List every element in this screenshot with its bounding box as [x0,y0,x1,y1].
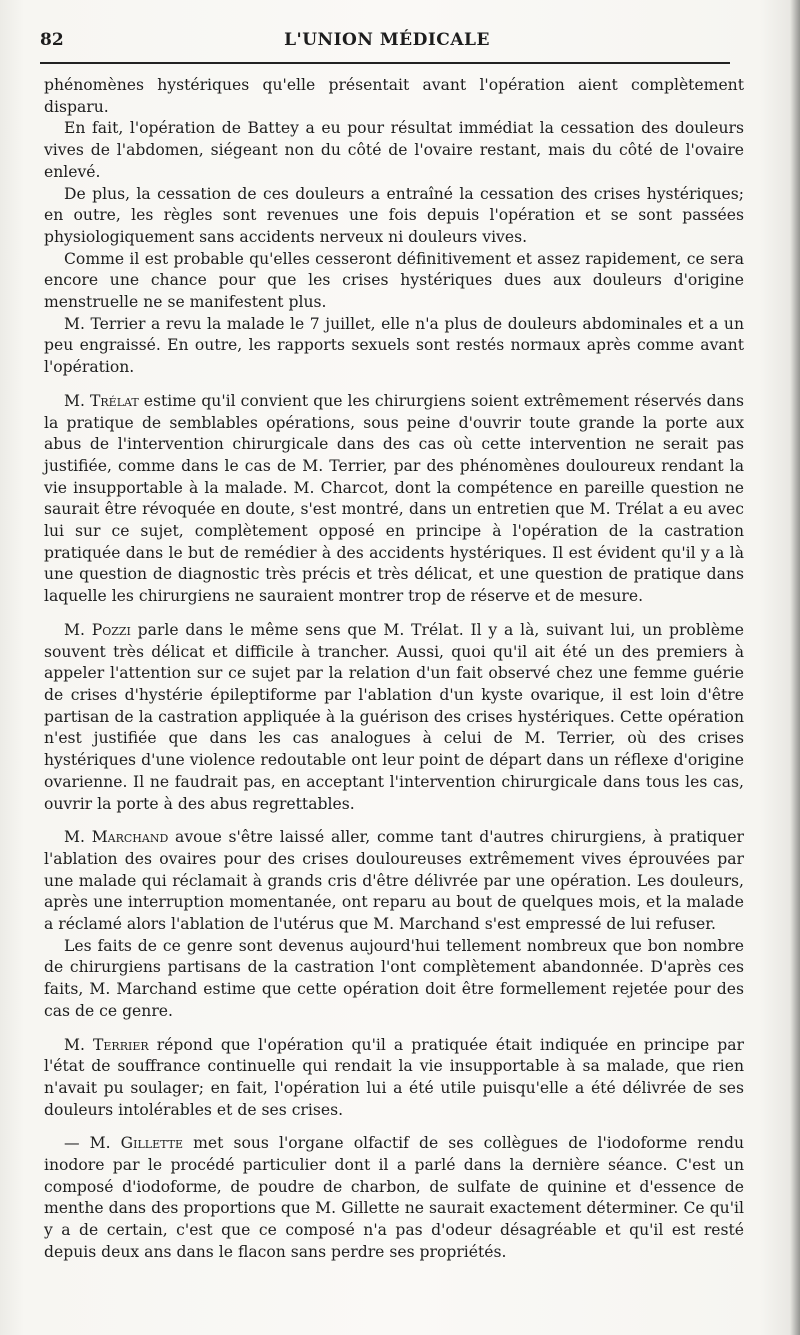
paragraph: phénomènes hystériques qu'elle présentait avant l'opération aient complètement disparu. [44,76,744,116]
page-edge-shadow [790,0,800,1335]
paragraph: M. Terrier a revu la malade le 7 juillet, elle n'a plus de douleurs abdominales et a un peu engraissé. En outre, les rapports sexuels sont restés normaux après comme avant l'opération. [44,314,744,377]
paragraph-pozzi: M. Pozzi parle dans le même sens que M. Trélat. Il y a là, suivant lui, un problème souvent très délicat et difficile à trancher. Aussi, quoi qu'il ait été un des premiers à appeler l'attention sur ce sujet par la relation d'un fait observé chez une femme guérie de crises d'hystérie épileptiforme par l'ablation d'un kyste ovarique, il est loin d'être partisan de la castration appliquée à la guérison des crises hystériques. Cette opération n'est justifiée que dans les cas analogues à celui de M. Terrier, où des crises hystériques d'une violence redoutable ont leur point de départ dans un réflexe d'origine ovarienne. Il ne faudrait pas, en acceptant l'intervention chirurgicale dans tous les cas, ouvrir la porte à des abus regrettables. [44,620,744,813]
speaker-name: Gillette [120,1134,184,1153]
paragraph: Comme il est probable qu'elles cesseront définitivement et assez rapidement, ce sera encore une chance pour que les crises hystériques dues aux douleurs d'origine menstruelle ne se manifestent plus. [44,249,744,312]
page-number: 82 [40,30,64,50]
header-rule [40,62,730,64]
paragraph: Les faits de ce genre sont devenus aujourd'hui tellement nombreux que bon nombre de chirurgiens partisans de la castration l'ont complètement abandonnée. D'après ces faits, M. Marchand estime que cette opération doit être formellement rejetée pour des cas de ce genre. [44,936,744,1020]
running-title: L'UNION MÉDICALE [284,30,490,50]
paragraph-trelat: M. Trélat estime qu'il convient que les chirurgiens soient extrêmement réservés dans la pratique de semblables opérations, sous peine d'ouvrir toute grande la porte aux abus de l'intervention chirurgicale dans des cas où cette intervention ne serait pas justifiée, comme dans le cas de M. Terrier, par des phénomènes douloureux rendant la vie insupportable à la malade. M. Charcot, dont la compétence en pareille question ne saurait être révoquée en doute, s'est montré, dans un entretien que M. Trélat a eu avec lui sur ce sujet, complètement opposé en principe à l'opération de la castration pratiquée dans le but de remédier à des accidents hystériques. Il est évident qu'il y a là une question de diagnostic très précis et très délicat, et une question de pratique dans laquelle les chirurgiens ne sauraient montrer trop de réserve et de mesure. [44,391,744,606]
speaker-name: Marchand [91,828,169,847]
speaker-name: Terrier [93,1035,149,1054]
paragraph-marchand: M. Marchand avoue s'être laissé aller, comme tant d'autres chirurgiens, à pratiquer l'ablation des ovaires pour des crises douloureuses extrêmement vives éprouvées par une malade qui réclamait à grands cris d'être délivrée par une opération. Les douleurs, après une interruption momentanée, ont reparu au bout de quelques mois, et la malade a réclamé alors l'ablation de l'utérus que M. Marchand s'est empressé de lui refuser. [44,828,745,934]
speaker-name: Trélat [90,391,139,410]
paragraph: En fait, l'opération de Battey a eu pour résultat immédiat la cessation des douleurs vives de l'abdomen, siégeant non du côté de l'ovaire restant, mais du côté de l'ovaire enlevé. [44,119,744,181]
speaker-name: Pozzi [91,620,131,639]
paragraph: De plus, la cessation de ces douleurs a entraîné la cessation des crises hystériques; en outre, les règles sont revenues une fois depuis l'opération et se sont passées physiologiquement sans accidents nerveux ni douleurs vives. [44,184,744,246]
paragraph-gillette: — M. Gillette met sous l'organe olfactif de ses collègues de l'iodoforme rendu inodore par le procédé particulier dont il a parlé dans la dernière séance. C'est un composé d'iodoforme, de poudre de charbon, de sulfate de quinine et d'essence de menthe dans des proportions que M. Gillette ne saurait exactement déterminer. Ce qu'il y a de certain, c'est que ce composé n'a pas d'odeur désagréable et qu'il est resté depuis deux ans dans le flacon sans perdre ses propriétés. [44,1134,744,1261]
article-body [44,75,744,1264]
page-header [40,28,734,54]
paragraph-terrier: M. Terrier répond que l'opération qu'il a pratiquée était indiquée en principe par l'état de souffrance continuelle qui rendait la vie insupportable à sa malade, que rien n'avait pu soulager; en fait, l'opération lui a été utile puisqu'elle a été délivrée de ses douleurs intolérables et de ses crises. [44,1035,744,1119]
